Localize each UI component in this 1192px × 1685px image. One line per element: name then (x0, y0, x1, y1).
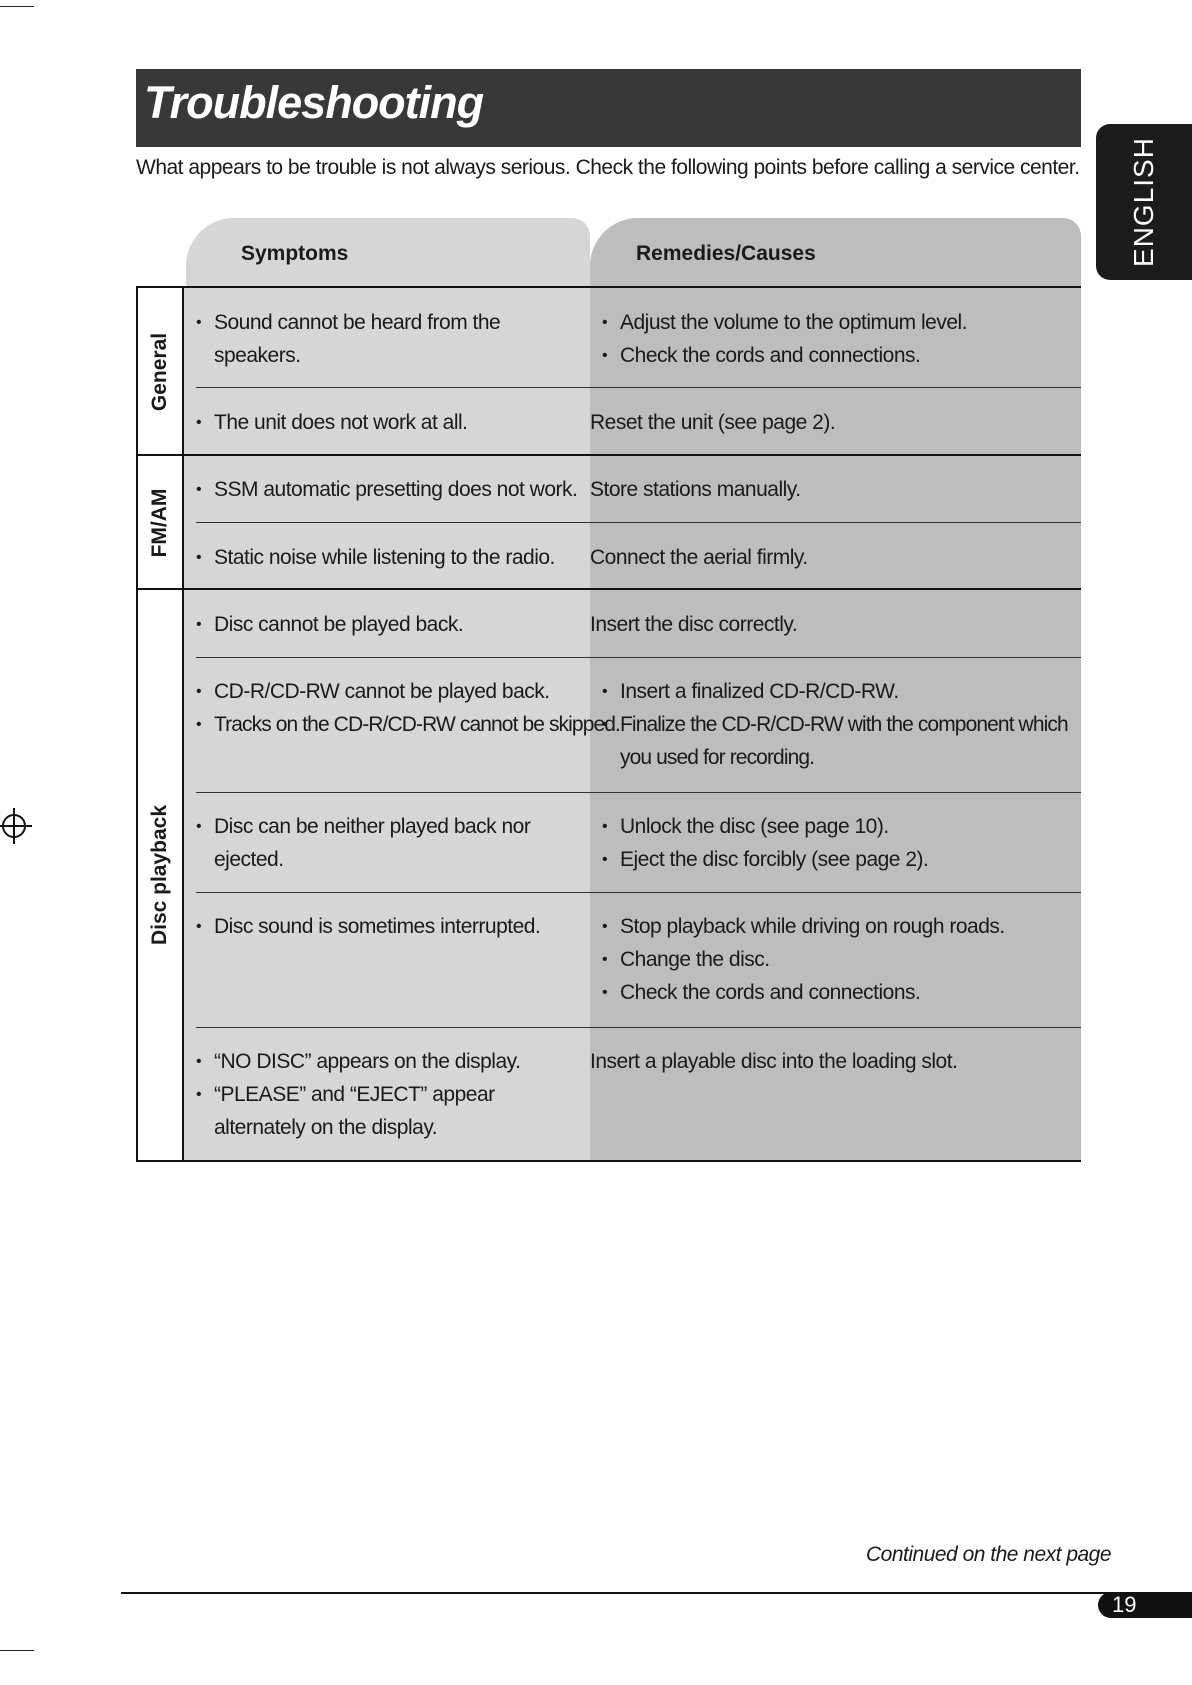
remedy-cell (602, 306, 1081, 372)
symptom-cell (196, 406, 590, 439)
symptom-cell (196, 306, 590, 372)
symptom-item: • Disc cannot be played back. (196, 608, 590, 641)
remedy-item: • Check the cords and connections. (602, 976, 1081, 1009)
symptom-item: • “PLEASE” and “EJECT” appear alternately on the display. (196, 1078, 590, 1144)
category-label: Disc playback (148, 804, 171, 946)
footer-rule (121, 1592, 1192, 1594)
remedy-cell (602, 810, 1081, 876)
symptom-cell (196, 541, 590, 574)
remedy-cell (590, 608, 1081, 641)
category-label: FM/AM (148, 488, 171, 558)
symptom-item: • The unit does not work at all. (196, 406, 590, 439)
category-fm-am (136, 454, 184, 592)
crop-mark (0, 1650, 34, 1651)
symptoms-header (186, 218, 590, 286)
section-divider (136, 588, 1081, 590)
symptom-item: • Tracks on the CD-R/CD-RW cannot be skipped. (196, 708, 590, 741)
table-bottom-border (136, 1160, 1081, 1162)
remedy-text: Connect the aerial firmly. (590, 546, 808, 569)
title-bar (136, 69, 1081, 147)
remedy-cell (590, 541, 1081, 574)
category-label: General (148, 332, 171, 412)
remedy-cell (590, 406, 1081, 439)
symptom-cell (196, 473, 590, 506)
category-disc-playback (136, 588, 184, 1162)
remedy-text: Reset the unit (see page 2). (590, 411, 836, 434)
remedy-cell (590, 1045, 1081, 1078)
remedy-text: Insert the disc correctly. (590, 613, 798, 636)
remedy-cell (590, 473, 1081, 506)
crop-mark (0, 6, 34, 7)
category-general (136, 286, 184, 458)
row-divider (196, 792, 1081, 793)
continued-note: Continued on the next page (866, 1543, 1112, 1566)
symptom-cell (196, 810, 590, 876)
registration-mark-icon (2, 814, 26, 838)
symptom-item: • Disc can be neither played back nor ejected. (196, 810, 590, 876)
remedies-header (590, 218, 1081, 286)
language-label: ENGLISH (1128, 137, 1159, 267)
remedy-item: • Adjust the volume to the optimum level. (602, 306, 1081, 339)
symptom-item: • “NO DISC” appears on the display. (196, 1045, 590, 1078)
symptoms-header-label: Symptoms (241, 242, 349, 265)
row-divider (196, 1027, 1081, 1028)
symptom-item: • Static noise while listening to the radio. (196, 541, 590, 574)
symptom-item: • Disc sound is sometimes interrupted. (196, 910, 590, 943)
row-divider (196, 387, 1081, 388)
symptom-cell (196, 608, 590, 641)
symptom-item: • CD-R/CD-RW cannot be played back. (196, 675, 590, 708)
row-divider (196, 657, 1081, 658)
page-number-badge (1098, 1592, 1192, 1618)
symptom-cell (196, 910, 590, 943)
remedy-text: Insert a playable disc into the loading slot. (590, 1050, 958, 1073)
remedies-header-label: Remedies/Causes (636, 242, 816, 265)
remedy-cell (602, 910, 1081, 1009)
remedy-item: • Eject the disc forcibly (see page 2). (602, 843, 1081, 876)
page-number: 19 (1112, 1592, 1137, 1617)
row-divider (196, 892, 1081, 893)
remedy-item: • Insert a finalized CD-R/CD-RW. (602, 675, 1081, 708)
remedy-item: • Check the cords and connections. (602, 339, 1081, 372)
symptom-item: • Sound cannot be heard from the speakers. (196, 306, 590, 372)
remedy-cell (602, 675, 1081, 774)
symptom-cell (196, 675, 620, 741)
remedy-item: • Stop playback while driving on rough roads. (602, 910, 1081, 943)
section-divider (136, 454, 1081, 456)
symptom-item: • SSM automatic presetting does not work. (196, 473, 590, 506)
remedy-item: • Unlock the disc (see page 10). (602, 810, 1081, 843)
remedy-item: • Change the disc. (602, 943, 1081, 976)
table-top-border (136, 286, 1081, 288)
remedy-item: • Finalize the CD-R/CD-RW with the component which you used for recording. (602, 708, 1081, 774)
symptom-cell (196, 1045, 590, 1144)
row-divider (196, 522, 1081, 523)
remedy-text: Store stations manually. (590, 478, 801, 501)
intro-text: What appears to be trouble is not always serious. Check the following points before calling a service center. (136, 156, 1080, 179)
language-tab (1096, 124, 1192, 280)
troubleshooting-table (136, 286, 1081, 1162)
page-title: Troubleshooting (144, 77, 484, 128)
